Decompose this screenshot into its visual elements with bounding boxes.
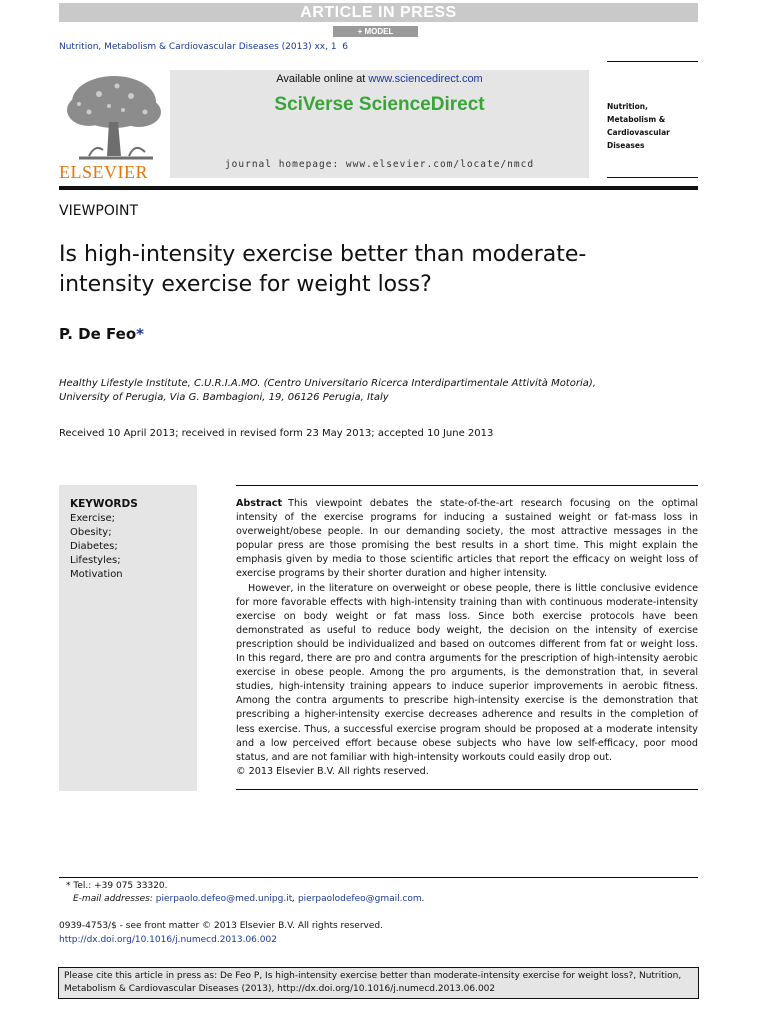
journal-title-rule-top bbox=[607, 61, 698, 62]
keyword-item: Exercise; bbox=[70, 513, 115, 524]
email-link-1[interactable]: pierpaolo.defeo@med.unipg.it bbox=[155, 894, 293, 904]
journal-reference[interactable]: Nutrition, Metabolism & Cardiovascular Diseases (2013) xx, 1 6 bbox=[59, 42, 348, 52]
abstract-copyright: © 2013 Elsevier B.V. All rights reserved. bbox=[236, 765, 429, 777]
email-end: . bbox=[421, 894, 425, 904]
author-line bbox=[59, 324, 144, 344]
affiliation: Healthy Lifestyle Institute, C.U.R.I.A.MO. (Centro Universitario Ricerca Interdipartimentale Attività Motoria), University of Perugia, Via G. Bambagioni, 19, 06126 Perugia, Italy bbox=[59, 378, 596, 403]
email-label: E-mail addresses: bbox=[73, 894, 156, 904]
citation-box: Please cite this article in press as: De Feo P, Is high-intensity exercise better than moderate-intensity exercise for weight loss?, Nutrition, Metabolism & Cardiovascular Diseases (2013), http://dx.doi.org/10.1016/j.numecd.2013.06.002 bbox=[58, 967, 699, 999]
publisher-wordmark: ELSEVIER bbox=[59, 162, 148, 182]
available-text: Available online at bbox=[276, 73, 369, 85]
footnote-tel: * Tel.: +39 075 33320. bbox=[66, 881, 168, 891]
abstract-text-1: This viewpoint debates the state-of-the-art research focusing on the optimal intensity of the exercise programs for inducing a sustained weight or fat-mass loss in overweight/obese people. In our demanding society, the most attractive messages in the popular press are those promising the best results in a short time. This might explain the emphasis given by media to those scientific articles that report the efficacy on weight loss of exercise programs by their shorter duration and higher intensity. bbox=[236, 498, 698, 580]
journal-title: Nutrition, Metabolism & Cardiovascular Diseases bbox=[607, 102, 670, 150]
author-name: P. De Feo bbox=[59, 325, 137, 343]
abstract bbox=[236, 497, 698, 779]
model-badge: + MODEL bbox=[333, 26, 418, 37]
footnote-rule bbox=[59, 877, 698, 878]
email-link-2[interactable]: pierpaolodefeo@gmail.com bbox=[297, 894, 422, 904]
keyword-item: Obesity; bbox=[70, 527, 112, 538]
keyword-item: Lifestyles; bbox=[70, 555, 121, 566]
keyword-item: Motivation bbox=[70, 569, 123, 580]
masthead-divider bbox=[59, 186, 698, 190]
abstract-paragraph-1 bbox=[236, 497, 698, 582]
abstract-rule-bottom bbox=[236, 789, 698, 790]
journal-title-rule-bottom bbox=[607, 177, 698, 178]
abstract-paragraph-2: However, in the literature on overweight or obese people, there is little conclusive evidence for more favorable effects with high-intensity training than with continuous moderate-intensity exercise on body weight or fat mass loss. Since both exercise protocols have been demonstrated as useful to reduce body weight, the decision on the intensity of exercise prescription should be individualized and based on outcomes different from fat or weight loss. In this regard, there are pro and contra arguments for the prescription of high-intensity aerobic exercise in obese people. Among the pro arguments, is the demonstration that, in several studies, high-intensity training appears to induce superior improvements in aerobic fitness. Among the contra arguments to prescribe high-intensity exercise is the demonstration that prescribing a higher-intensity exercise decreases adherence and results in the completion of less exercise. Thus, a successful exercise program should be proposed at a moderate intensity and a low perceived effort because obese subjects who have low self-efficacy, poor mood status, and are not familiar with high-intensity workouts could easily drop out. bbox=[236, 582, 698, 763]
footnote-email bbox=[73, 893, 425, 906]
sciencedirect-link[interactable]: www.sciencedirect.com bbox=[368, 73, 483, 85]
keywords-heading: KEYWORDS bbox=[70, 498, 138, 510]
author-footnote-mark[interactable]: * bbox=[136, 325, 144, 343]
keywords-box bbox=[59, 485, 197, 791]
article-in-press-banner: ARTICLE IN PRESS bbox=[59, 3, 698, 22]
masthead-box bbox=[170, 70, 589, 178]
email-separator: , bbox=[292, 894, 298, 904]
sciverse-brand: SciVerse ScienceDirect bbox=[274, 94, 485, 115]
doi-link[interactable]: http://dx.doi.org/10.1016/j.numecd.2013.06.002 bbox=[59, 935, 277, 945]
keywords-list bbox=[70, 512, 123, 582]
keyword-item: Diabetes; bbox=[70, 541, 118, 552]
available-online bbox=[170, 72, 589, 86]
abstract-rule-top bbox=[236, 485, 698, 486]
journal-homepage[interactable]: journal homepage: www.elsevier.com/locate/nmcd bbox=[224, 159, 535, 170]
article-history: Received 10 April 2013; received in revised form 23 May 2013; accepted 10 June 2013 bbox=[59, 428, 494, 439]
article-title: Is high-intensity exercise better than moderate-intensity exercise for weight loss? bbox=[59, 242, 587, 297]
abstract-label: Abstract bbox=[236, 498, 283, 509]
section-label: VIEWPOINT bbox=[59, 203, 139, 219]
issn-line: 0939-4753/$ - see front matter © 2013 Elsevier B.V. All rights reserved. bbox=[59, 921, 383, 931]
